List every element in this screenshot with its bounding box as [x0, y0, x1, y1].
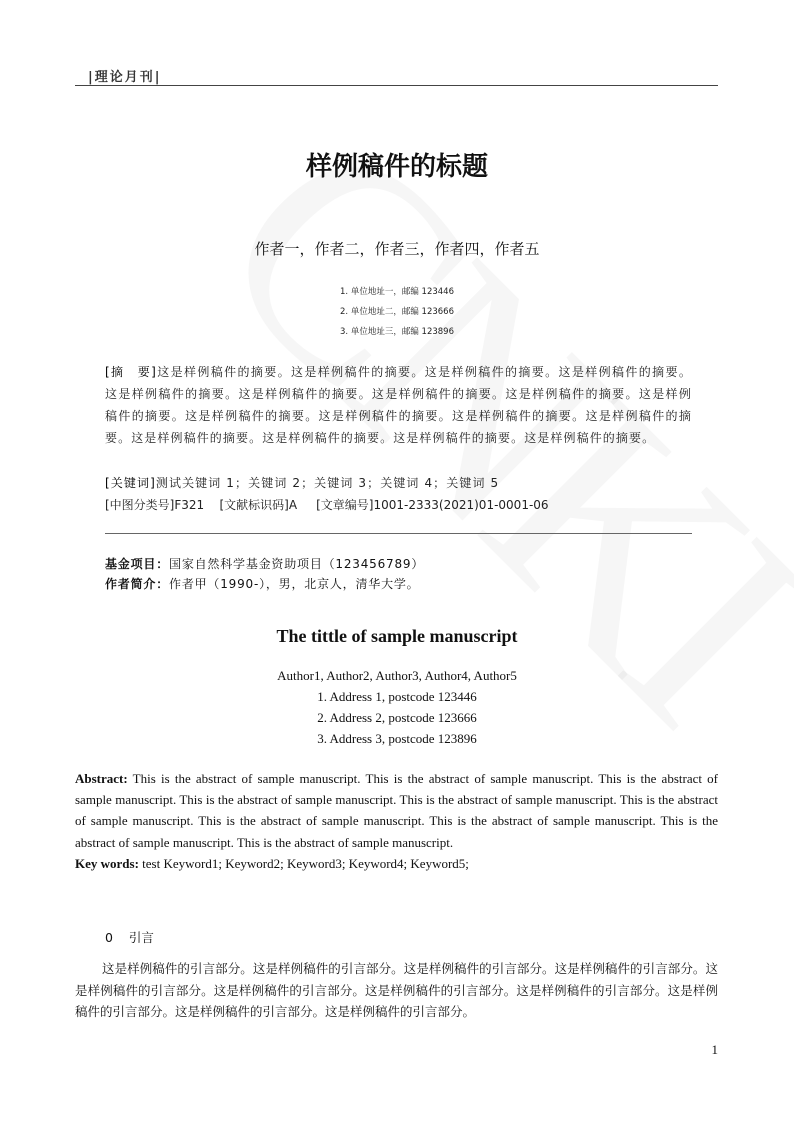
article-label: [文章编号]	[316, 498, 374, 512]
doccode-label: [文献标识码]	[219, 498, 289, 512]
fund-line	[105, 555, 424, 572]
en-address: 3. Address 3, postcode 123896	[317, 731, 477, 746]
en-authors: Author1, Author2, Author3, Author4, Author5	[277, 668, 517, 683]
clc-label: [中图分类号]	[105, 498, 175, 512]
cn-abstract-text: 这是样例稿件的摘要。这是样例稿件的摘要。这是样例稿件的摘要。这是样例稿件的摘要。这是样例稿件的摘要。这是样例稿件的摘要。这是样例稿件的摘要。这是样例稿件的摘要。这是样例稿件的摘要。这是样例稿件的摘要。这是样例稿件的摘要。这是样例稿件的摘要。这是样例稿件的摘要。这是样例稿件的摘要。这是样例稿件的摘要。这是样例稿件的摘要。这是样例稿件的摘要。	[105, 365, 692, 445]
cn-address: 3. 单位地址三，邮编 123896	[340, 327, 454, 337]
en-abstract	[75, 768, 718, 874]
en-keywords-label: Key words:	[75, 855, 139, 871]
cn-title: 样例稿件的标题	[305, 152, 488, 182]
bio-text: 作者甲（1990-），男，北京人，清华大学。	[169, 577, 420, 591]
cn-abstract-label: [摘 要]	[105, 365, 157, 379]
section-title: 引言	[128, 930, 154, 945]
cn-address: 1. 单位地址一，邮编 123446	[340, 287, 454, 297]
section-number: 0	[105, 930, 113, 945]
clc-value: F321	[174, 498, 205, 512]
page-number: 1	[711, 1042, 718, 1057]
fund-text: 国家自然科学基金资助项目（123456789）	[169, 557, 425, 571]
section-rule	[105, 533, 692, 534]
bio-line	[105, 575, 420, 592]
cn-classification	[105, 494, 692, 516]
section-heading	[105, 928, 154, 946]
journal-header: |理论月刊|	[88, 70, 162, 85]
fund-label: 基金项目：	[105, 557, 170, 571]
cn-keywords-label: [关键词]	[105, 476, 156, 490]
bio-label: 作者简介：	[105, 577, 170, 591]
en-address: 1. Address 1, postcode 123446	[317, 689, 477, 704]
en-title: The tittle of sample manuscript	[276, 626, 518, 646]
cn-authors: 作者一，作者二，作者三，作者四，作者五	[254, 240, 540, 258]
en-keywords-text: test Keyword1; Keyword2; Keyword3; Keyword4; Keyword5;	[138, 855, 469, 871]
header-rule	[75, 85, 718, 86]
article-value: 1001-2333(2021)01-0001-06	[373, 498, 549, 512]
cn-keywords-text: 测试关键词 1；关键词 2；关键词 3；关键词 4；关键词 5	[155, 476, 500, 490]
cn-abstract	[105, 361, 692, 449]
cn-address: 2. 单位地址二，邮编 123666	[340, 307, 454, 317]
cn-keywords	[105, 472, 692, 494]
doccode-value: A	[288, 498, 298, 512]
en-abstract-label: Abstract:	[75, 771, 128, 786]
en-abstract-text: This is the abstract of sample manuscript. This is the abstract of sample manuscript. This is the abstract of sample manuscript. This is the abstract of sample manuscript. This is the abstract of sample manuscript. This is the abstract of sample manuscript. This is the abstract of sample manuscript. This is the abstract of sample manuscript. This is the abstract of sample manuscript. This is the abstract of sample manuscript.	[75, 771, 718, 850]
en-address: 2. Address 2, postcode 123666	[317, 710, 477, 725]
section-body: 这是样例稿件的引言部分。这是样例稿件的引言部分。这是样例稿件的引言部分。这是样例稿件的引言部分。这是样例稿件的引言部分。这是样例稿件的引言部分。这是样例稿件的引言部分。这是样例稿件的引言部分。这是样例稿件的引言部分。这是样例稿件的引言部分。这是样例稿件的引言部分。	[75, 961, 718, 1019]
